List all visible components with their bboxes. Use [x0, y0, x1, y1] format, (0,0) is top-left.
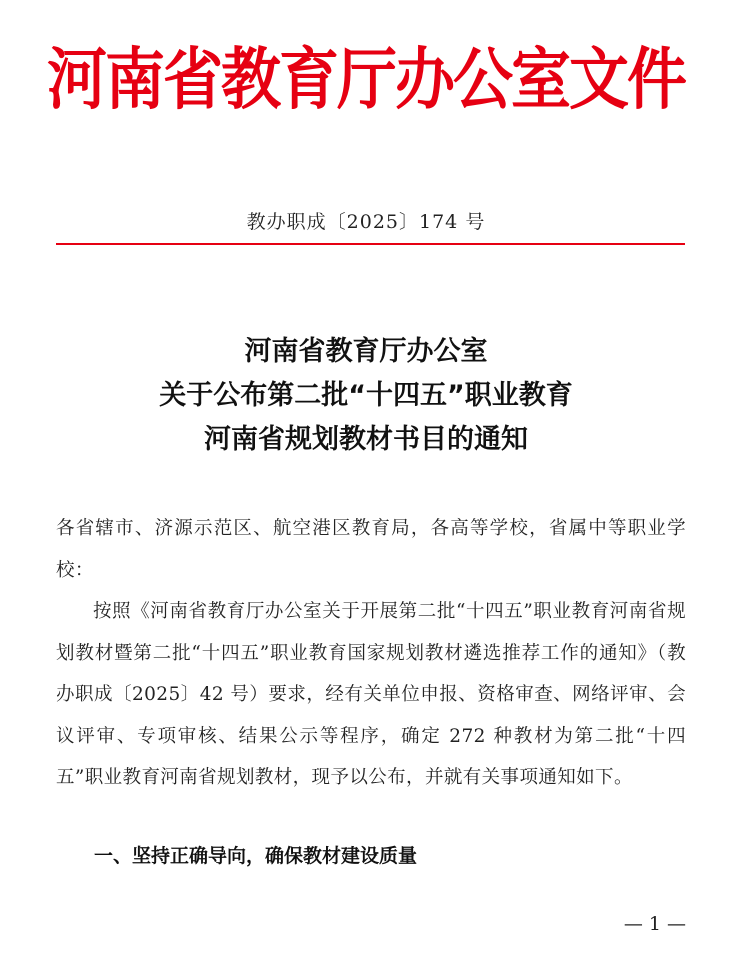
title-line-3: 河南省规划教材书目的通知 — [204, 424, 528, 455]
title-line-1: 河南省教育厅办公室 — [244, 336, 488, 367]
red-divider-line — [56, 243, 685, 245]
section-heading: 一、坚持正确导向，确保教材建设质量 — [94, 845, 418, 867]
salutation: 各省辖市、济源示范区、航空港区教育局，各高等学校，省属中等职业学校： — [56, 518, 686, 581]
document-header-title: 河南省教育厅办公室文件 — [47, 40, 685, 120]
document-number: 教办职成〔2025〕174 号 — [246, 211, 486, 233]
body-paragraph: 按照《河南省教育厅办公室关于开展第二批“十四五”职业教育河南省规划教材暨第二批“十四五”职业教育国家规划教材遴选推荐工作的通知》（教办职成〔2025〕42 号）要求，经有关单位申报、资格审查、网络评审、会议评审、专项审核、结果公示等程序，确定 272 种教材为第二批“十四五”职业教育河南省规划教材，现予以公布，并就有关事项通知如下。 — [56, 601, 686, 788]
title-line-2: 关于公布第二批“十四五”职业教育 — [159, 380, 573, 411]
document-body — [56, 508, 686, 799]
notice-title — [0, 330, 732, 462]
page-number: — 1 — — [623, 913, 686, 935]
